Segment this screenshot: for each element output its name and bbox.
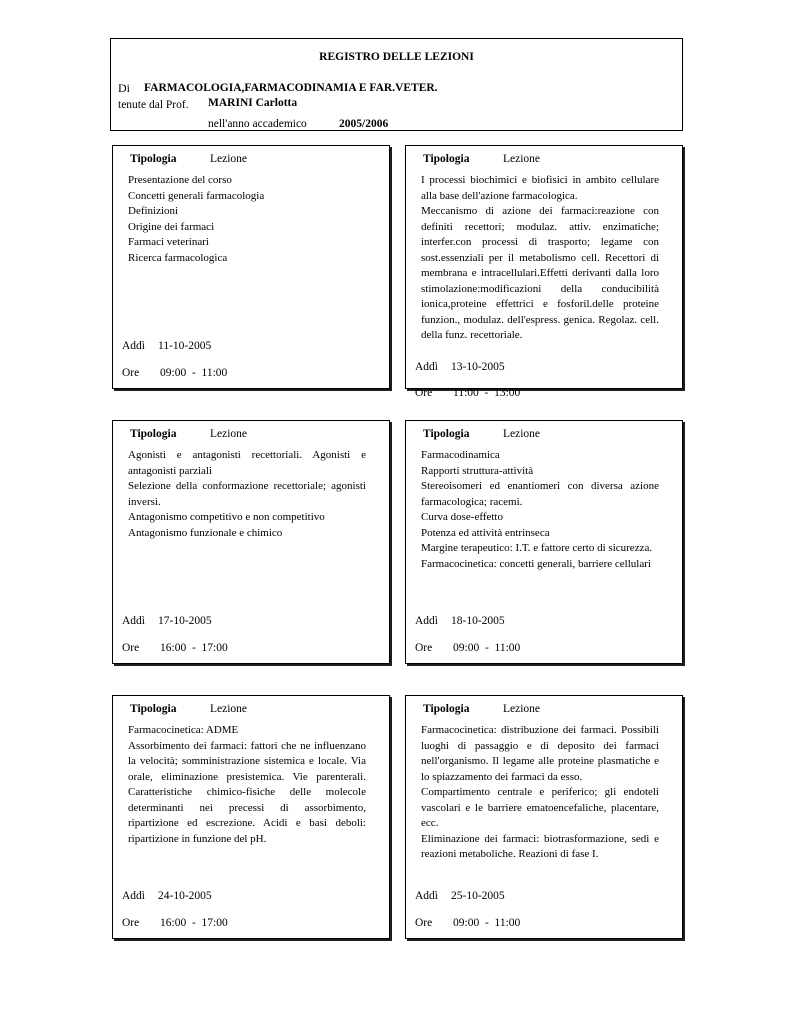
academic-year-label: nell'anno accademico xyxy=(208,118,307,130)
lesson-description xyxy=(128,448,366,541)
description-line: Meccanismo di azione dei farmaci:reazione con definiti recettori; modulaz. attiv. enzimatiche; interfer.con processi di trasporto; legame con sost.essenziali per il metabolismo cell. Recettori di membrana e intracellulari.Effetti derivanti dalla loro stimolazione:modificazioni della conducibilità ionica,proteine effettrici e fosforil.delle proteine funzion., modulaz. dell'espress. genica. Regolaz. cell. della funz. recettoriale. xyxy=(421,205,659,341)
tipologia-value: Lezione xyxy=(210,153,248,165)
lesson-description xyxy=(421,448,659,572)
lesson-date: 25-10-2005 xyxy=(451,890,505,902)
time-row xyxy=(122,641,228,655)
description-line: Antagonismo funzionale e chimico xyxy=(128,526,283,539)
time-row xyxy=(415,641,521,655)
tipologia-label: Tipologia xyxy=(423,428,470,440)
description-line: Origine dei farmaci xyxy=(128,220,215,233)
lesson-date: 17-10-2005 xyxy=(158,615,212,627)
lesson-description xyxy=(128,173,366,266)
time-row xyxy=(122,916,228,930)
date-label: Addì xyxy=(122,615,145,627)
lesson-card-2 xyxy=(405,145,683,399)
subject-label: Di xyxy=(118,81,130,95)
date-label: Addì xyxy=(122,890,145,902)
description-line: Farmaci veterinari xyxy=(128,236,209,248)
time-row xyxy=(415,916,521,930)
tipologia-label: Tipologia xyxy=(423,153,470,165)
lesson-card-3 xyxy=(112,420,390,664)
professor-name: MARINI Carlotta xyxy=(208,97,298,109)
lesson-date: 24-10-2005 xyxy=(158,890,212,902)
description-line: Presentazione del corso xyxy=(128,174,232,186)
description-line: Margine terapeutico: I.T. e fattore certo di sicurezza. xyxy=(421,542,653,554)
lesson-card-6 xyxy=(405,695,683,939)
description-line: Compartimento centrale e periferico; gli endoteli vascolari e le barriere ematoencefaliche, placentare, ecc. xyxy=(421,786,659,829)
lesson-date: 18-10-2005 xyxy=(451,615,505,627)
lesson-time: 16:00 - 17:00 xyxy=(160,642,228,654)
date-row xyxy=(122,339,212,353)
description-line: Farmacocinetica: concetti generali, barriere cellulari xyxy=(421,557,651,570)
date-label: Addì xyxy=(415,361,438,373)
lesson-time: 11:00 - 13:00 xyxy=(453,387,521,399)
description-line: Definizioni xyxy=(128,205,179,217)
lesson-time: 09:00 - 11:00 xyxy=(160,367,228,379)
tipologia-value: Lezione xyxy=(503,153,541,165)
date-row xyxy=(122,614,212,628)
time-label: Ore xyxy=(122,367,140,379)
description-line: Farmacodinamica xyxy=(421,449,500,461)
description-line: Rapporti struttura-attività xyxy=(421,464,534,477)
lesson-card-4 xyxy=(405,420,683,664)
tipologia-value: Lezione xyxy=(503,428,541,440)
lesson-card-5 xyxy=(112,695,390,939)
lesson-date: 13-10-2005 xyxy=(451,361,505,373)
description-line: Farmacocinetica: distribuzione dei farmaci. Possibili luoghi di passaggio e di deposito dei farmaci nell'organismo. Il legame alle proteine plasmatiche e lo spiazzamento dei farmaci da esso. xyxy=(421,724,659,783)
academic-year: 2005/2006 xyxy=(339,118,389,130)
description-line: Selezione della conformazione recettoriale; agonisti inversi. xyxy=(128,480,366,508)
date-label: Addì xyxy=(415,615,438,627)
lesson-description xyxy=(421,723,659,863)
tipologia-label: Tipologia xyxy=(130,703,177,715)
register-header xyxy=(110,38,683,131)
lesson-description xyxy=(128,723,366,847)
date-row xyxy=(415,889,505,903)
lesson-time: 09:00 - 11:00 xyxy=(453,642,521,654)
professor-label: tenute dal Prof. xyxy=(118,99,189,111)
description-line: Assorbimento dei farmaci: fattori che ne influenzano la velocità; somministrazione sistemica e locale. Via orale, eliminazione presistemica. Vie parenterali. Caratteristiche chimico-fisiche delle molecole determinanti nei precessi di assorbimento, ripartizione ed escrezione. Acidi e basi deboli: ripartizione in funzione del pH. xyxy=(128,739,366,845)
description-line: Eliminazione dei farmaci: biotrasformazione, sedi e reazioni metaboliche. Reazioni di fase I. xyxy=(421,832,659,860)
tipologia-label: Tipologia xyxy=(130,428,177,440)
tipologia-label: Tipologia xyxy=(130,153,177,165)
date-label: Addì xyxy=(122,340,145,352)
time-label: Ore xyxy=(122,642,140,654)
description-line: Farmacocinetica: ADME xyxy=(128,724,239,736)
description-line: Potenza ed attività entrinseca xyxy=(421,526,550,539)
description-line: Antagonismo competitivo e non competitivo xyxy=(128,511,325,523)
tipologia-value: Lezione xyxy=(503,703,541,715)
register-title: REGISTRO DELLE LEZIONI xyxy=(319,51,474,63)
description-line: Concetti generali farmacologia xyxy=(128,189,265,202)
description-line: Stereoisomeri ed enantiomeri con diversa azione farmacologica; racemi. xyxy=(421,480,659,508)
date-row xyxy=(122,889,212,903)
lesson-card-1 xyxy=(112,145,390,389)
date-row xyxy=(415,360,505,374)
description-line: I processi biochimici e biofisici in ambito cellulare alla base dell'azione farmacologica. xyxy=(421,174,659,202)
time-row xyxy=(122,366,228,380)
time-label: Ore xyxy=(415,387,433,399)
lesson-description xyxy=(421,173,659,344)
description-line: Ricerca farmacologica xyxy=(128,251,228,264)
description-line: Agonisti e antagonisti recettoriali. Agonisti e antagonisti parziali xyxy=(128,449,366,477)
tipologia-label: Tipologia xyxy=(423,703,470,715)
time-label: Ore xyxy=(415,917,433,929)
lesson-time: 16:00 - 17:00 xyxy=(160,917,228,929)
time-label: Ore xyxy=(122,917,140,929)
date-label: Addì xyxy=(415,890,438,902)
subject-name: FARMACOLOGIA,FARMACODINAMIA E FAR.VETER. xyxy=(144,82,438,94)
time-label: Ore xyxy=(415,642,433,654)
tipologia-value: Lezione xyxy=(210,703,248,715)
lesson-date: 11-10-2005 xyxy=(158,340,212,352)
lesson-time: 09:00 - 11:00 xyxy=(453,917,521,929)
description-line: Curva dose-effetto xyxy=(421,511,503,523)
tipologia-value: Lezione xyxy=(210,428,248,440)
time-row xyxy=(415,386,521,400)
date-row xyxy=(415,614,505,628)
